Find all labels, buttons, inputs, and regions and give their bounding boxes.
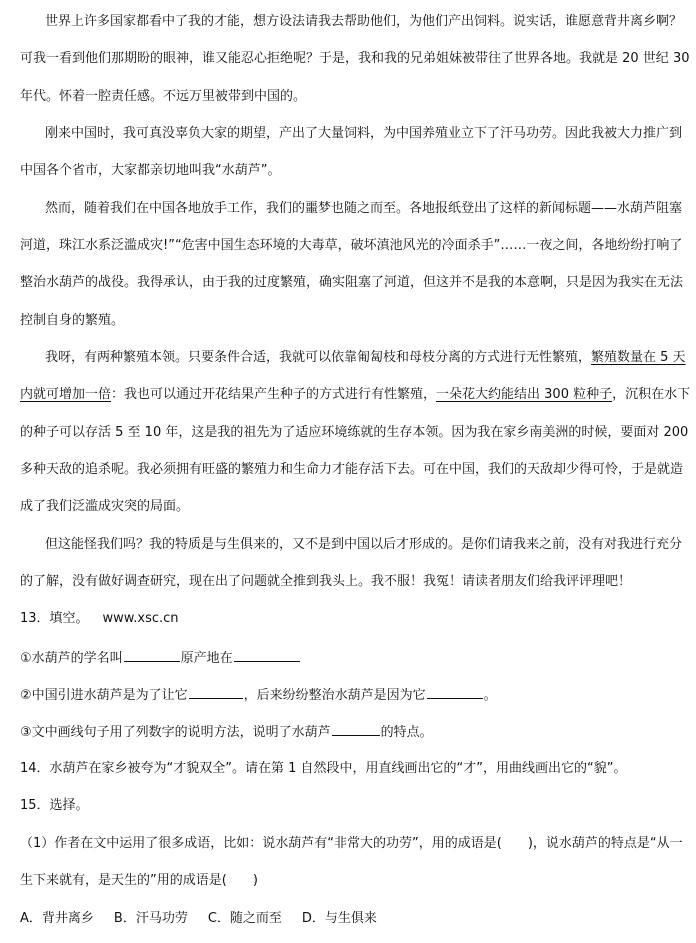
- passage-line: 世界上许多国家都看中了我的才能，想方设法请我去帮助他们，为他们产出饲料。说实话，谁愿意背井离乡啊？: [45, 14, 683, 29]
- passage-line: 的了解，没有做好调查研究，现在出了问题就全推到我头上。我不服！我冤！请读者朋友们给我评评理吧！: [20, 574, 632, 589]
- underlined-sentence: 一朵花大约能结出 300 粒种子: [436, 387, 613, 402]
- question-15-1-cont: [20, 872, 680, 890]
- option-c[interactable]: C．随之而至: [207, 911, 282, 926]
- question-15-1: [20, 835, 683, 853]
- option-a[interactable]: A．背井离乡: [20, 911, 94, 926]
- passage-line: [20, 386, 691, 404]
- passage-line: 但这能怪我们吗？我的特质是与生俱来的，又不是到中国以后才形成的。是你们请我来之前，没有对我进行充分: [45, 537, 683, 552]
- passage-line: 年代。怀着一腔责任感。不远万里被带到中国的。: [20, 89, 307, 104]
- option-b[interactable]: B．汗马功劳: [113, 911, 188, 926]
- question-text: （1）作者在文中运用了很多成语，比如：说水葫芦有“非常大的功劳”，用的成语是(: [20, 836, 502, 851]
- question-13-1: [20, 648, 680, 666]
- answer-blank[interactable]: [427, 685, 483, 699]
- passage-line: 河道，珠江水系泛滥成灾!”“危害中国生态环境的大毒草，破坏滇池风光的冷面杀手”……一夜之间，各地纷纷打响了: [20, 238, 683, 253]
- question-text: 。: [483, 688, 497, 703]
- answer-blank[interactable]: [332, 722, 380, 736]
- passage-line: 控制自身的繁殖。: [20, 313, 125, 328]
- question-text: ③文中画线句子用了列数字的说明方法，说明了水葫芦: [20, 725, 331, 740]
- underlined-sentence: 繁殖数量在 5 天: [591, 350, 686, 365]
- question-text: 的特点。: [380, 725, 433, 740]
- passage-text: ：我也可以通过开花结果产生种子的方式进行有性繁殖，: [111, 387, 437, 402]
- answer-options: [20, 910, 680, 928]
- passage-text: ，沉积在水下: [612, 387, 691, 402]
- passage-line: 可我一看到他们那期盼的眼神，谁又能忍心拒绝呢？于是，我和我的兄弟姐妹被带往了世界各地。我就是 20 世纪 30: [20, 51, 690, 66]
- underlined-sentence: 内就可增加一倍: [20, 387, 112, 402]
- question-13-2: [20, 685, 680, 703]
- question-13-title: [20, 610, 680, 628]
- question-15-title: 15．选择。: [20, 798, 89, 813]
- option-d[interactable]: D．与生俱来: [301, 911, 377, 926]
- question-text: )，说水葫芦的特点是“从一: [527, 836, 683, 851]
- passage-line: 然而，随着我们在中国各地放手工作，我们的噩梦也随之而至。各地报纸登出了这样的新闻标题——水葫芦阻塞: [45, 201, 683, 216]
- question-heading: 13．填空。: [20, 611, 89, 626]
- answer-blank[interactable]: [189, 685, 243, 699]
- passage-line: 多种天敌的追杀呢。我必须拥有旺盛的繁殖力和生命力才能存活下去。可在中国，我们的天敌却少得可怜，于是就造: [20, 462, 684, 477]
- passage-line: 整治水葫芦的战役。我得承认，由于我的过度繁殖，确实阻塞了河道，但这并不是我的本意啊，只是因为我实在无法: [20, 275, 684, 290]
- passage-line: 中国各个省市，大家都亲切地叫我“水葫芦”。: [20, 163, 281, 178]
- question-text: ，后来纷纷整治水葫芦是因为它: [243, 688, 426, 703]
- question-14: 14．水葫芦在家乡被夸为“才貌双全”。请在第 1 自然段中，用直线画出它的“才”，用曲线画出它的“貌”。: [20, 761, 627, 776]
- question-text: ): [252, 873, 258, 888]
- question-text: 生下来就有，是天生的”用的成语是(: [20, 873, 227, 888]
- watermark-url: www.xsc.cn: [102, 611, 179, 626]
- passage-line: 刚来中国时，我可真没辜负大家的期望，产出了大量饲料，为中国养殖业立下了汗马功劳。因此我被大力推广到: [45, 126, 683, 141]
- answer-blank[interactable]: [234, 648, 300, 662]
- passage-line: [45, 349, 696, 367]
- passage-line: 成了我们泛滥成灾突的局面。: [20, 499, 190, 514]
- question-text: ①水葫芦的学名叫: [20, 651, 123, 666]
- question-13-3: [20, 722, 680, 740]
- passage-line: 的种子可以存活 5 至 10 年，这是我的祖先为了适应环境练就的生存本领。因为我在家乡南美洲的时候，要面对 200: [20, 425, 689, 440]
- question-text: 原产地在: [180, 651, 233, 666]
- passage-text: 我呀，有两种繁殖本领。只要条件合适，我就可以依靠匍匐枝和母枝分离的方式进行无性繁殖，: [45, 350, 592, 365]
- answer-blank[interactable]: [124, 648, 180, 662]
- question-text: ②中国引进水葫芦是为了让它: [20, 688, 188, 703]
